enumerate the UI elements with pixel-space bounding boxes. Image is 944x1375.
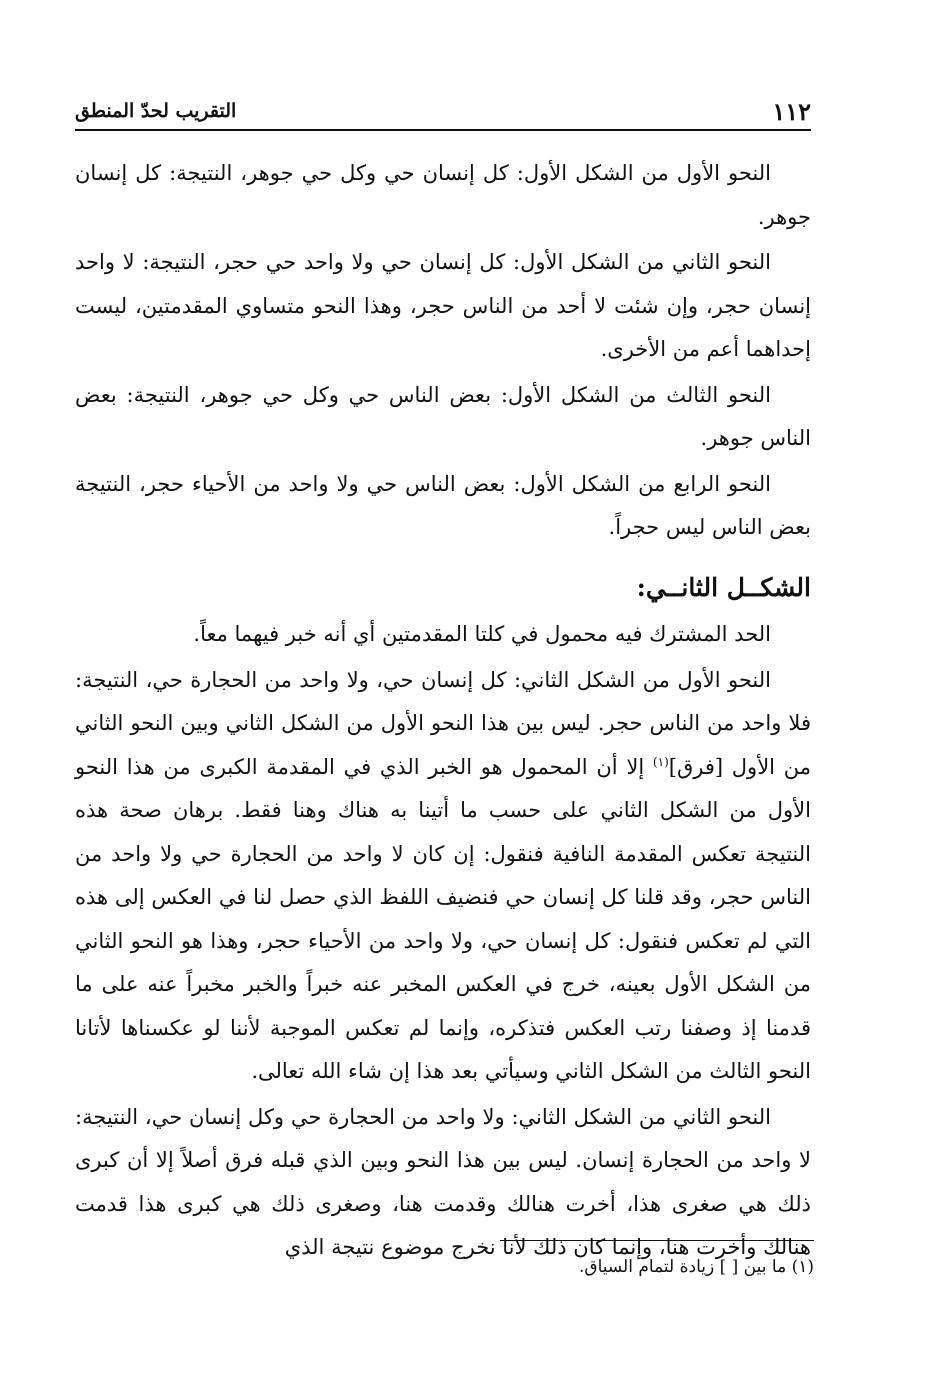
paragraph-first-figure-mood-2: النحو الثاني من الشكل الأول: كل إنسان حي ولا واحد حي حجر، النتيجة: لا واحد إنسان حجر، وإن شئت لا أحد من الناس حجر، وهذا النحو متساوي المقدمتين، ليست إحداهما أعم من الأخرى.: [75, 250, 811, 361]
page-body: [75, 152, 811, 1272]
section-heading-second-figure: الشكــل الثانــي:: [636, 572, 811, 602]
paragraph-text-after-footnote-ref: إلا أن المحمول هو الخبر الذي في المقدمة الكبرى من هذا النحو الأول من الشكل الثاني على حسب ما أتينا به هناك وهنا فقط. برهان صحة هذه النتيجة تعكس المقدمة النافية فنقول: إن كان لا واحد من الحجارة حي ولا واحد من الناس حجر، وقد قلنا كل إنسان حي فنضيف اللفظ الذي حصل لنا في العكس إلى هذه التي لم تعكس فنقول: كل إنسان حي، ولا واحد من الأحياء حجر، وهذا هو النحو الثاني من الشكل الأول بعينه، خرج في العكس المخبر عنه خبراً والخبر مخبراً عنه على ما قدمنا إذ وصفنا رتب العكس فتذكره، وإنما لم تعكس الموجبة لأننا لو عكسناها لأتانا النحو الثالث من الشكل الثاني وسيأتي بعد هذا إن شاء الله تعالى.: [75, 754, 811, 1083]
paragraph-first-figure-mood-3: النحو الثالث من الشكل الأول: بعض الناس حي وكل حي جوهر، النتيجة: بعض الناس جوهر.: [75, 382, 811, 450]
footnote: (١) ما بين [ ] زيادة لتمام السياق.: [578, 1257, 814, 1277]
paragraph-second-figure-mood-2: النحو الثاني من الشكل الثاني: ولا واحد من الحجارة حي وكل إنسان حي، النتيجة: لا واحد من الحجارة إنسان. ليس بين هذا النحو وبين الذي قبله فرق أصلاً إلا أن كبرى ذلك هي صغرى هذا، أخرت هنالك وقدمت هنا، وصغرى ذلك هي كبرى هذا قدمت هنالك وأخرت هنا، وإنما كان ذلك لأنا نخرج موضوع نتيجة الذي: [75, 1104, 811, 1259]
footnote-reference[interactable]: (١): [652, 754, 669, 769]
page-header: [75, 93, 811, 131]
page-number: ١١٢: [772, 96, 811, 126]
paragraph-second-figure-definition: الحد المشترك فيه محمول في كلتا المقدمتين أي أنه خبر فيهما معاً.: [193, 622, 771, 646]
running-title: التقريب لحدّ المنطق: [75, 100, 237, 122]
paragraph-second-figure-mood-1: [75, 659, 811, 1094]
paragraph-text-before-footnote-ref: النحو الأول من الشكل الثاني: كل إنسان حي، ولا واحد من الحجارة حي، النتيجة: فلا واحد من الناس حجر. ليس بين هذا النحو الأول من الشكل الثاني وبين النحو الثاني من الأول [فرق]: [75, 667, 811, 779]
paragraph-first-figure-mood-4: النحو الرابع من الشكل الأول: بعض الناس حي ولا واحد من الأحياء حجر، النتيجة بعض الناس ليس حجراً.: [75, 471, 811, 539]
paragraph-first-figure-mood-1: النحو الأول من الشكل الأول: كل إنسان حي وكل حي جوهر، النتيجة: كل إنسان جوهر.: [75, 161, 811, 229]
footnote-divider: [500, 1240, 814, 1241]
